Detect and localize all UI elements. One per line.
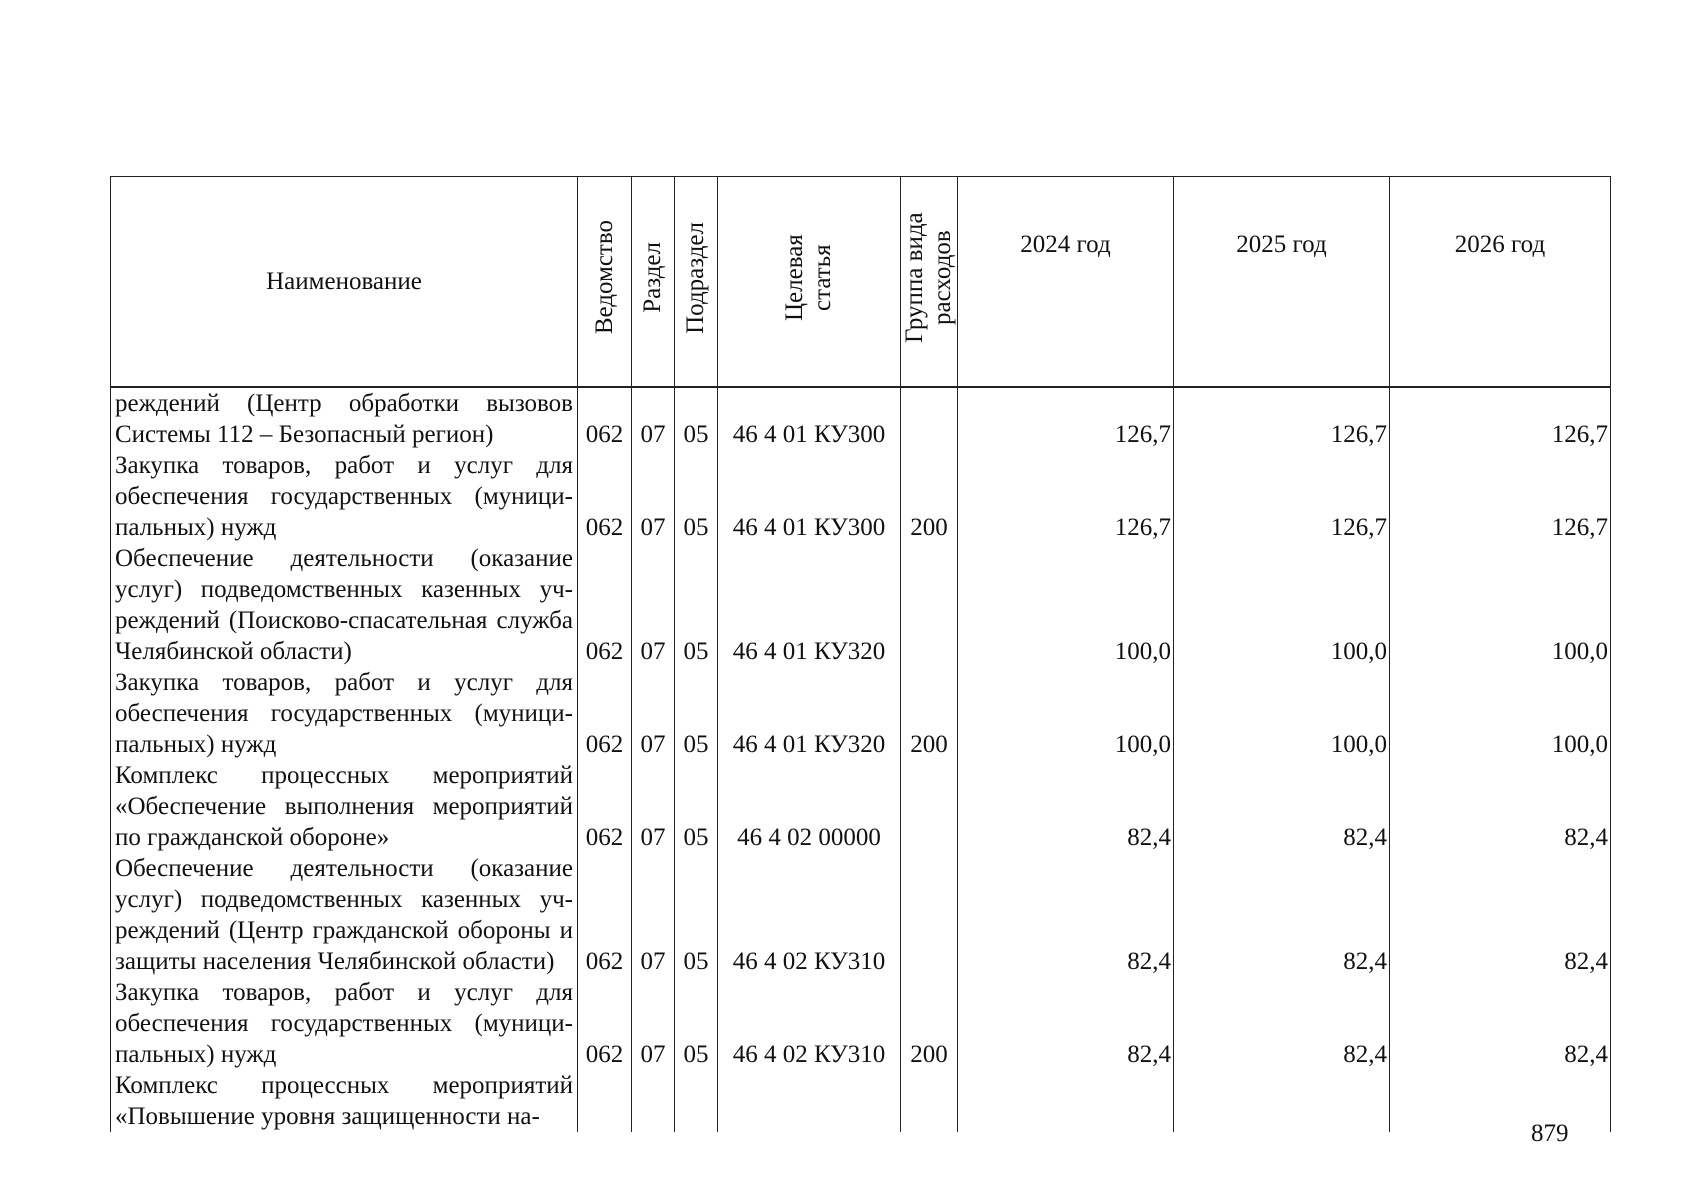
row-gruppa <box>901 543 958 667</box>
header-razdel: Раздел <box>632 177 675 388</box>
row-vedomstvo: 062 <box>578 977 632 1070</box>
row-value-2025: 100,0 <box>1174 543 1390 667</box>
row-gruppa <box>901 853 958 977</box>
header-celevaya-statya: Целевая статья <box>718 177 901 388</box>
row-value-2026: 100,0 <box>1390 667 1611 760</box>
row-celevaya-statya: 46 4 01 КУ320 <box>718 667 901 760</box>
row-podrazdel: 05 <box>675 387 718 450</box>
row-gruppa: 200 <box>901 450 958 543</box>
row-value-2024: 126,7 <box>958 450 1174 543</box>
row-value-2025 <box>1174 1070 1390 1132</box>
row-gruppa <box>901 387 958 450</box>
row-value-2025: 82,4 <box>1174 977 1390 1070</box>
row-name: Обеспечение деятельности (оказание услуг) подведомственных казенных учреждений (Центр гражданской обороны и защиты населения Челябинской области) <box>111 853 578 977</box>
row-vedomstvo: 062 <box>578 853 632 977</box>
row-name: Комплекс процессных мероприятий «Повышение уровня защищенности на- <box>111 1070 578 1132</box>
header-name: Наименование <box>111 177 578 388</box>
row-value-2025: 126,7 <box>1174 450 1390 543</box>
row-podrazdel <box>675 1070 718 1132</box>
table-body <box>111 387 1611 1132</box>
row-razdel: 07 <box>632 667 675 760</box>
row-razdel: 07 <box>632 543 675 667</box>
row-celevaya-statya: 46 4 01 КУ300 <box>718 387 901 450</box>
table-row <box>111 450 1611 543</box>
row-value-2026 <box>1390 1070 1611 1132</box>
row-value-2024: 82,4 <box>958 853 1174 977</box>
row-name: реждений (Центр обработки вызовов Системы 112 – Безопасный регион) <box>111 387 578 450</box>
row-value-2026: 82,4 <box>1390 977 1611 1070</box>
row-celevaya-statya: 46 4 02 КУ310 <box>718 853 901 977</box>
table-header <box>111 177 1611 388</box>
row-celevaya-statya: 46 4 01 КУ320 <box>718 543 901 667</box>
row-value-2024 <box>958 1070 1174 1132</box>
row-vedomstvo: 062 <box>578 543 632 667</box>
row-celevaya-statya: 46 4 01 КУ300 <box>718 450 901 543</box>
row-value-2025: 82,4 <box>1174 853 1390 977</box>
row-value-2024: 82,4 <box>958 977 1174 1070</box>
row-value-2026: 126,7 <box>1390 450 1611 543</box>
budget-table <box>110 176 1611 1132</box>
row-name: Обеспечение деятельности (оказание услуг) подведомственных казенных учреждений (Поисково-спасательная служба Челябинской области) <box>111 543 578 667</box>
row-value-2026: 82,4 <box>1390 760 1611 853</box>
row-value-2026: 100,0 <box>1390 543 1611 667</box>
row-vedomstvo: 062 <box>578 450 632 543</box>
row-value-2024: 126,7 <box>958 387 1174 450</box>
row-podrazdel: 05 <box>675 667 718 760</box>
row-razdel <box>632 1070 675 1132</box>
row-value-2025: 100,0 <box>1174 667 1390 760</box>
row-podrazdel: 05 <box>675 450 718 543</box>
table-row <box>111 760 1611 853</box>
header-year-2024: 2024 год <box>958 177 1174 388</box>
row-value-2026: 82,4 <box>1390 853 1611 977</box>
row-celevaya-statya: 46 4 02 КУ310 <box>718 977 901 1070</box>
row-gruppa <box>901 760 958 853</box>
row-razdel: 07 <box>632 387 675 450</box>
row-vedomstvo: 062 <box>578 760 632 853</box>
row-gruppa <box>901 1070 958 1132</box>
row-celevaya-statya <box>718 1070 901 1132</box>
row-celevaya-statya: 46 4 02 00000 <box>718 760 901 853</box>
row-vedomstvo: 062 <box>578 387 632 450</box>
row-podrazdel: 05 <box>675 977 718 1070</box>
table-row <box>111 667 1611 760</box>
row-vedomstvo <box>578 1070 632 1132</box>
row-gruppa: 200 <box>901 667 958 760</box>
header-year-2026: 2026 год <box>1390 177 1611 388</box>
row-gruppa: 200 <box>901 977 958 1070</box>
row-name: Комплекс процессных мероприятий «Обеспечение выполнения мероприятий по гражданской обороне» <box>111 760 578 853</box>
row-name: Закупка товаров, работ и услуг для обеспечения государственных (муниципальных) нужд <box>111 977 578 1070</box>
row-name: Закупка товаров, работ и услуг для обеспечения государственных (муниципальных) нужд <box>111 667 578 760</box>
row-vedomstvo: 062 <box>578 667 632 760</box>
row-name: Закупка товаров, работ и услуг для обеспечения государственных (муниципальных) нужд <box>111 450 578 543</box>
row-value-2024: 82,4 <box>958 760 1174 853</box>
table-row <box>111 977 1611 1070</box>
row-value-2024: 100,0 <box>958 543 1174 667</box>
row-podrazdel: 05 <box>675 853 718 977</box>
row-razdel: 07 <box>632 853 675 977</box>
row-podrazdel: 05 <box>675 543 718 667</box>
table-row <box>111 1070 1611 1132</box>
row-razdel: 07 <box>632 760 675 853</box>
row-value-2025: 82,4 <box>1174 760 1390 853</box>
table-row <box>111 543 1611 667</box>
row-value-2025: 126,7 <box>1174 387 1390 450</box>
header-gruppa-vida-rashodov: Группа вида расходов <box>901 177 958 388</box>
header-podrazdel: Подраздел <box>675 177 718 388</box>
row-razdel: 07 <box>632 450 675 543</box>
row-podrazdel: 05 <box>675 760 718 853</box>
row-value-2026: 126,7 <box>1390 387 1611 450</box>
table-row <box>111 853 1611 977</box>
header-vedomstvo: Ведомство <box>578 177 632 388</box>
row-razdel: 07 <box>632 977 675 1070</box>
row-value-2024: 100,0 <box>958 667 1174 760</box>
header-year-2025: 2025 год <box>1174 177 1390 388</box>
page-number: 879 <box>1531 1120 1569 1147</box>
table-row <box>111 387 1611 450</box>
